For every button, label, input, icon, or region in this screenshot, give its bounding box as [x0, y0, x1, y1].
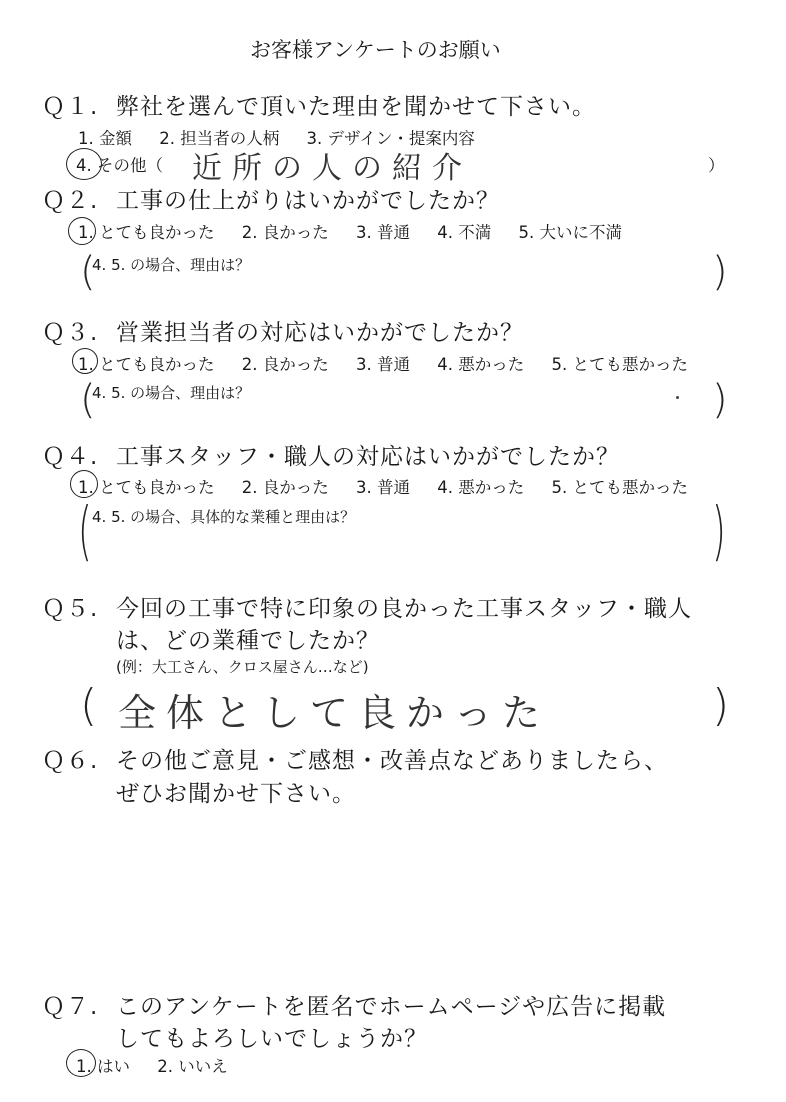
q2-reason-field[interactable] [110, 276, 700, 300]
q4-option-3[interactable]: 3. 普通 [356, 478, 410, 497]
q5-answer-open-paren: ( [80, 680, 98, 731]
q7-heading [42, 988, 666, 1021]
q3-option-3[interactable]: 3. 普通 [356, 355, 410, 374]
q7-text-line1: このアンケートを匿名でホームページや広告に掲載 [116, 994, 667, 1020]
q5-text-line2: は、どの業種でしたか？ [116, 628, 380, 654]
q2-heading [42, 182, 500, 215]
q2-reason-label: 4. 5. の場合、理由は？ [92, 256, 251, 274]
q1-other-answer[interactable]: 近所の人の紹介 [192, 151, 472, 186]
q2-text: 工事の仕上がりはいかがでしたか？ [116, 188, 500, 214]
q6-text-line1: その他ご意見・ご感想・改善点などありましたら、 [116, 748, 668, 774]
q1-number: Ｑ１. [42, 94, 99, 120]
q5-text-line1: 今回の工事で特に印象の良かった工事スタッフ・職人 [116, 596, 692, 622]
q1-other-close: ） [708, 156, 725, 175]
stray-mark [676, 396, 679, 399]
q7-option-no[interactable]: 2. いいえ [157, 1057, 228, 1076]
q4-reason-close-paren: ) [712, 495, 726, 569]
q6-text-line2: ぜひお聞かせ下さい。 [116, 781, 356, 807]
q3-heading [42, 314, 524, 347]
page-title: お客様アンケートのお願い [250, 38, 501, 62]
q3-options [78, 351, 710, 375]
q4-option-4[interactable]: 4. 悪かった [437, 478, 525, 497]
q2-option-5[interactable]: 5. 大いに不満 [518, 223, 622, 242]
q7-text-line2: してもよろしいでしょうか？ [116, 1026, 428, 1052]
q2-reason-close-paren: ) [712, 249, 728, 295]
q1-text: 弊社を選んで頂いた理由を聞かせて下さい。 [116, 94, 596, 120]
q6-comment-area[interactable] [116, 810, 716, 970]
q4-option-2[interactable]: 2. 良かった [241, 478, 329, 497]
q7-number: Ｑ７. [42, 994, 99, 1020]
q1-other-number[interactable]: 4. [76, 156, 92, 175]
q3-reason-close-paren: ) [712, 377, 728, 423]
q1-option-1[interactable]: 1. 金額 [78, 129, 132, 148]
q4-options [78, 474, 710, 498]
q3-option-5[interactable]: 5. とても悪かった [551, 355, 688, 374]
q2-number: Ｑ２. [42, 188, 99, 214]
q2-option-4[interactable]: 4. 不満 [437, 223, 492, 242]
q4-option-1[interactable]: 1. とても良かった [78, 478, 215, 497]
q1-option-2[interactable]: 2. 担当者の人柄 [159, 129, 280, 148]
q3-number: Ｑ３. [42, 320, 99, 346]
q6-number: Ｑ６. [42, 748, 99, 774]
q5-answer[interactable]: 全体として良かった [118, 691, 551, 735]
q5-heading [42, 590, 692, 623]
q4-text: 工事スタッフ・職人の対応はいかがでしたか？ [116, 444, 620, 470]
q5-number: Ｑ５. [42, 596, 99, 622]
q3-option-1[interactable]: 1. とても良かった [78, 355, 215, 374]
q6-heading [42, 742, 668, 775]
q7-option-yes[interactable]: 1. はい [76, 1057, 130, 1076]
q4-heading [42, 438, 620, 471]
q2-options [78, 219, 644, 243]
q3-reason-field[interactable] [110, 404, 700, 428]
q3-reason-label: 4. 5. の場合、理由は？ [92, 384, 251, 402]
q1-other-row [76, 152, 163, 176]
q1-option-3[interactable]: 3. デザイン・提案内容 [306, 129, 475, 148]
q4-number: Ｑ４. [42, 444, 99, 470]
q4-reason-field[interactable] [110, 530, 700, 574]
q5-example: (例：大工さん、クロス屋さん…など) [116, 658, 369, 676]
q7-options [76, 1053, 250, 1077]
q2-option-2[interactable]: 2. 良かった [241, 223, 329, 242]
q2-option-3[interactable]: 3. 普通 [356, 223, 410, 242]
q1-other-label: その他（ [97, 156, 163, 175]
q4-reason-open-paren: ( [78, 495, 92, 569]
q4-reason-label: 4. 5. の場合、具体的な業種と理由は？ [92, 508, 356, 526]
q5-answer-close-paren: ) [712, 680, 730, 731]
q2-option-1[interactable]: 1. とても良かった [78, 223, 215, 242]
q2-reason-open-paren: ( [80, 249, 96, 295]
q3-text: 営業担当者の対応はいかがでしたか？ [116, 320, 524, 346]
q4-option-5[interactable]: 5. とても悪かった [551, 478, 688, 497]
q3-option-2[interactable]: 2. 良かった [241, 355, 329, 374]
q3-option-4[interactable]: 4. 悪かった [437, 355, 525, 374]
q1-heading [42, 88, 596, 121]
q3-reason-open-paren: ( [80, 377, 96, 423]
